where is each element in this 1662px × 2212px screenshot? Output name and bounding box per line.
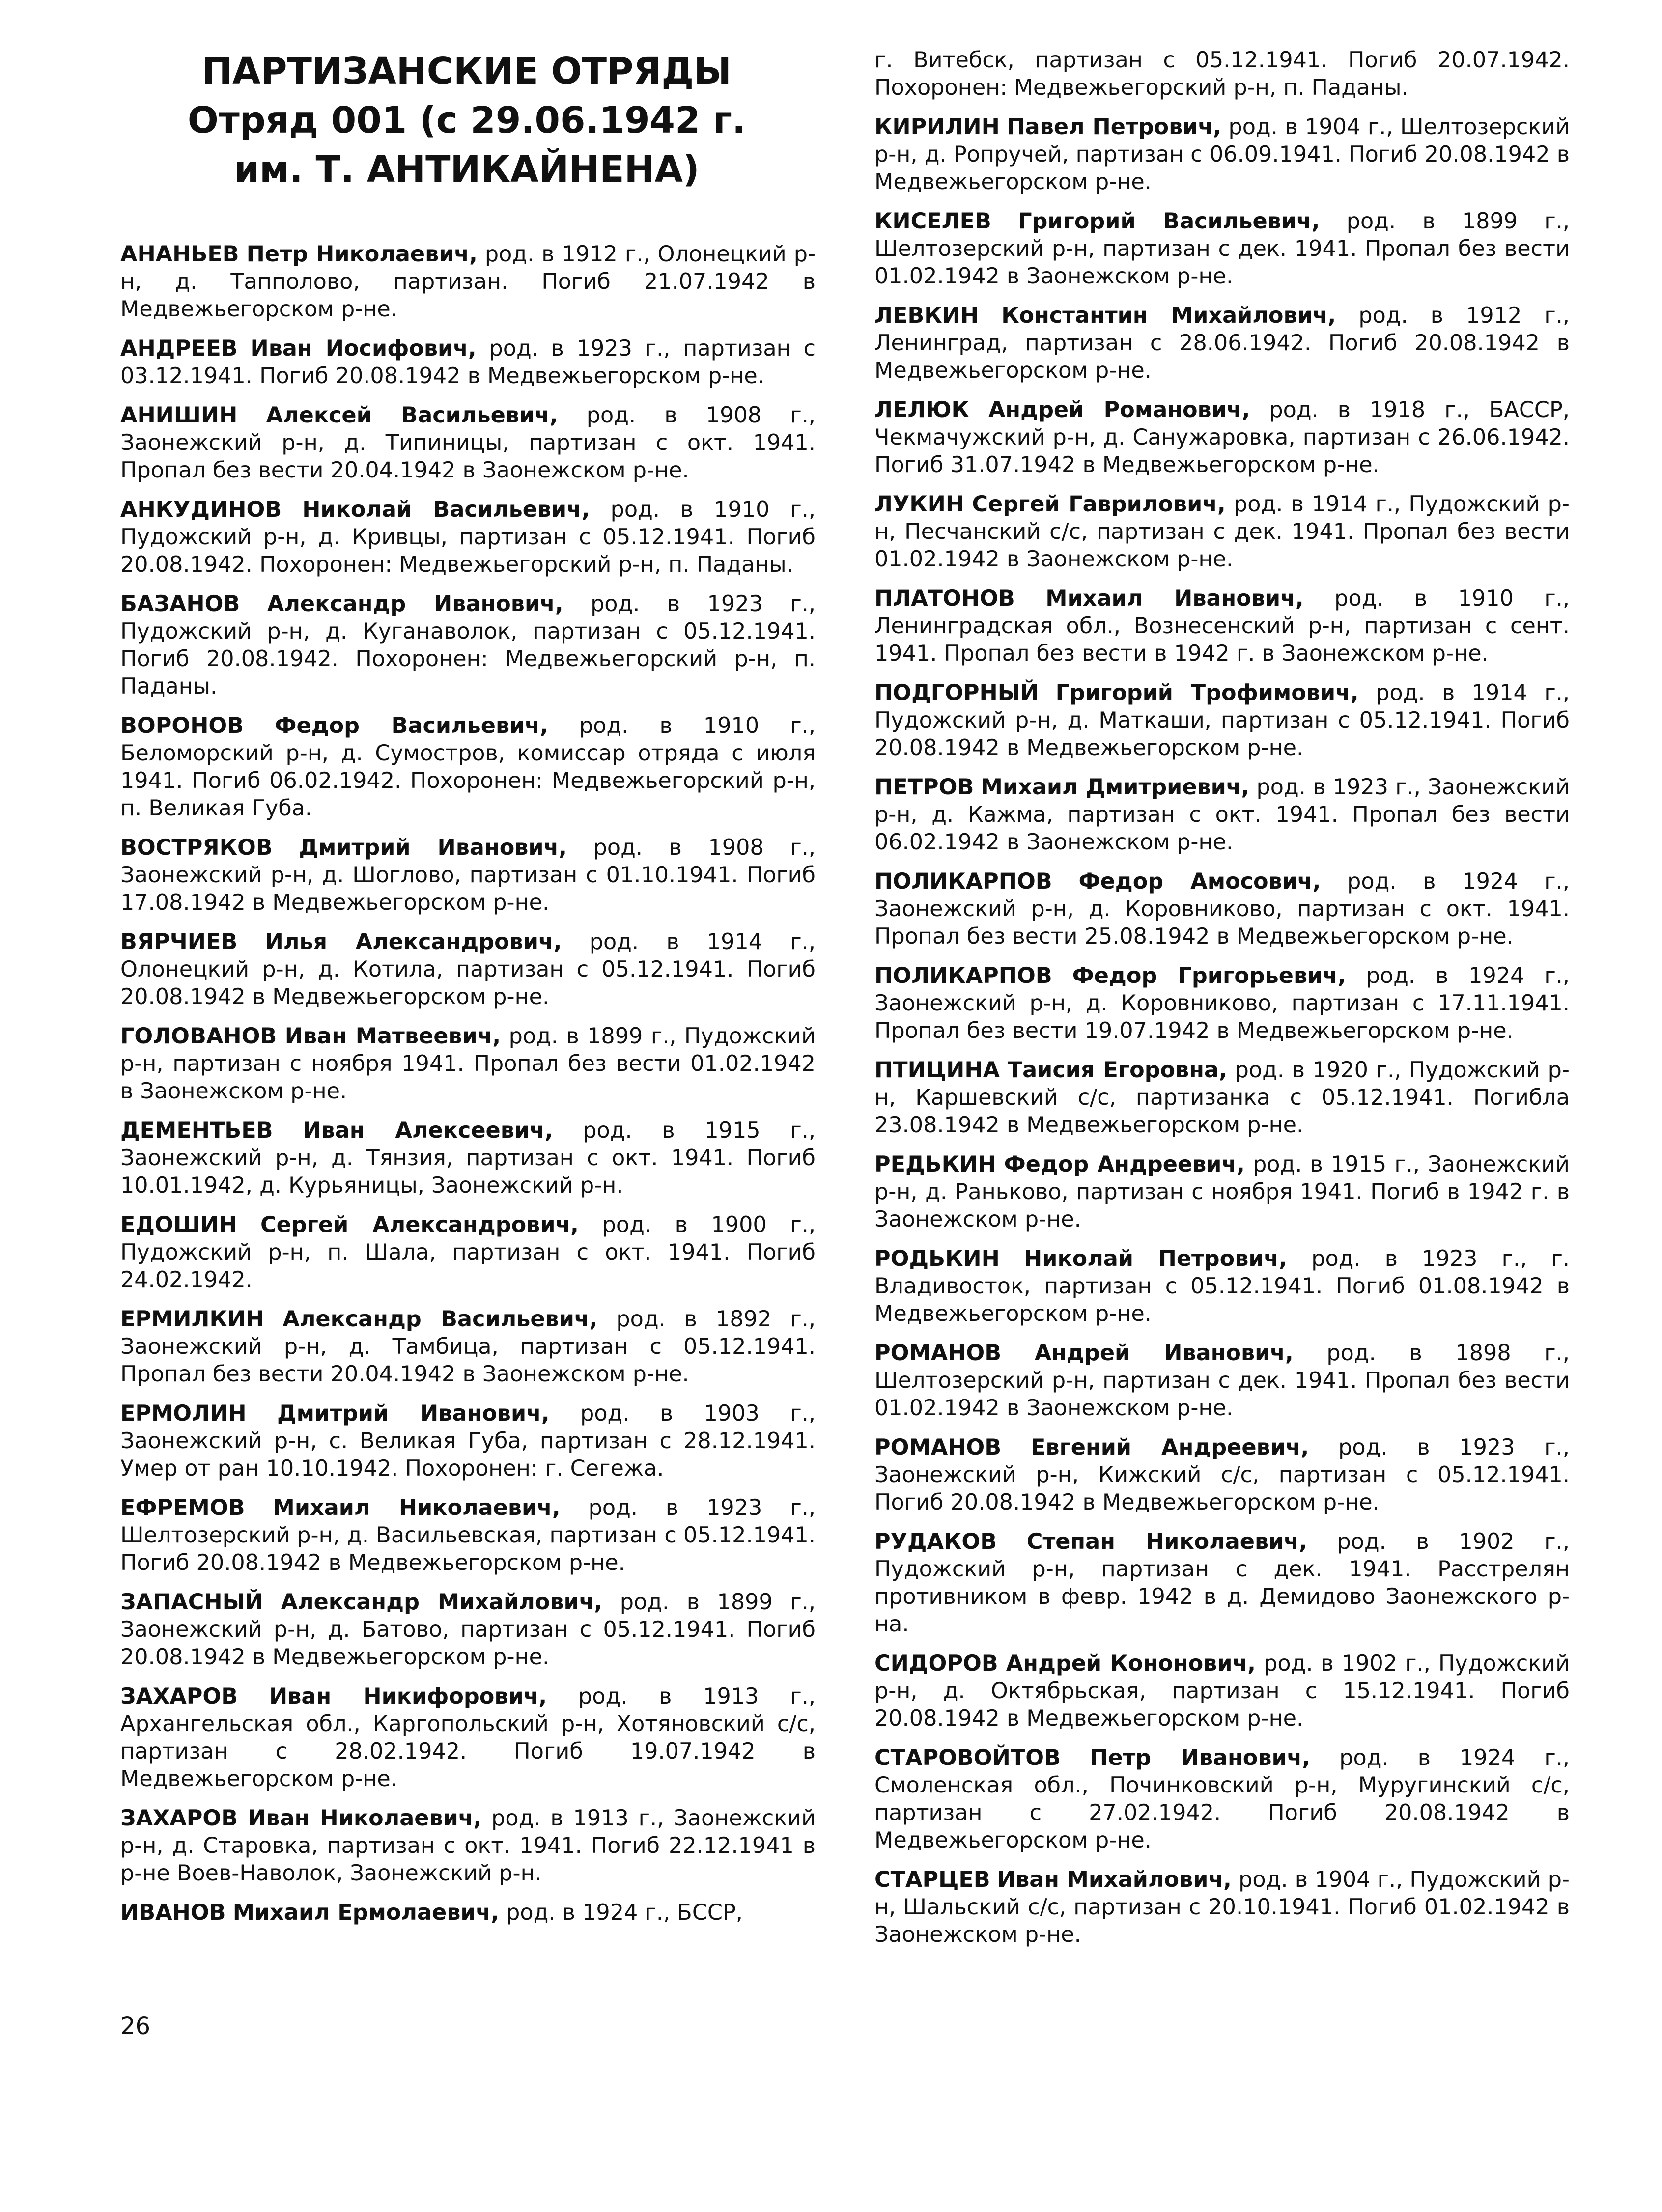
record-surname: АНИШИН <box>120 403 238 428</box>
record-entry <box>120 1899 816 1927</box>
record-surname: ПЕТРОВ <box>874 775 974 800</box>
record-surname: АНАНЬЕВ <box>120 242 239 267</box>
record-details: род. в 1914 г., Олонецкий р-н, д. Котила, партизан с 05.12.1941. Погиб 20.08.1942 в Медвежьегорском р-не. <box>120 929 816 1009</box>
record-given-name: Николай Петрович, <box>1024 1246 1288 1271</box>
record-details: род. в 1915 г., Заонежский р-н, д. Раньково, партизан с ноября 1941. Погиб в 1942 г. в Заонежском р-не. <box>874 1152 1570 1232</box>
record-entry <box>874 1866 1570 1949</box>
record-surname: ЕРМОЛИН <box>120 1401 247 1426</box>
record-given-name: Иван Алексеевич, <box>303 1118 553 1143</box>
record-details: род. в 1892 г., Заонежский р-н, д. Тамбица, партизан с 05.12.1941. Пропал без вести 20.04.1942 в Заонежском р-не. <box>120 1307 816 1387</box>
record-given-name: Федор Григорьевич, <box>1072 963 1346 988</box>
record-given-name: Федор Амосович, <box>1078 869 1321 894</box>
record-entry <box>874 868 1570 951</box>
record-surname: ПЛАТОНОВ <box>874 586 1015 611</box>
record-details: род. в 1899 г., Заонежский р-н, д. Батово, партизан с 05.12.1941. Погиб 20.08.1942 в Медвежьегорском р-не. <box>120 1590 816 1670</box>
record-given-name: Николай Васильевич, <box>302 497 590 522</box>
record-details: род. в 1900 г., Пудожский р-н, п. Шала, партизан с окт. 1941. Погиб 24.02.1942. <box>120 1212 816 1292</box>
record-details: род. в 1923 г., Заонежский р-н, д. Кажма, партизан с окт. 1941. Пропал без вести 06.02.1942 в Заонежском р-не. <box>874 775 1570 855</box>
record-given-name: Александр Васильевич, <box>282 1307 598 1332</box>
record-given-name: Андрей Романович, <box>988 397 1250 422</box>
record-surname: ЕРМИЛКИН <box>120 1307 264 1332</box>
record-entry <box>120 712 816 822</box>
record-entry <box>874 47 1570 102</box>
section-heading <box>120 47 813 194</box>
record-given-name: Федор Васильевич, <box>275 713 548 738</box>
record-surname: ВОСТРЯКОВ <box>120 835 273 860</box>
record-entry <box>120 335 816 390</box>
record-given-name: Петр Иванович, <box>1090 1745 1311 1770</box>
record-entry <box>874 1057 1570 1139</box>
record-given-name: Иван Михайлович, <box>997 1867 1232 1892</box>
record-details: род. в 1923 г., г. Владивосток, партизан с 05.12.1941. Погиб 01.08.1942 в Медвежьегорском р-не. <box>874 1246 1570 1326</box>
record-given-name: Михаил Иванович, <box>1045 586 1304 611</box>
record-surname: СТАРЦЕВ <box>874 1867 990 1892</box>
record-surname: РОМАНОВ <box>874 1435 1002 1460</box>
record-surname: ИВАНОВ <box>120 1900 226 1925</box>
heading-line-3: им. Т. АНТИКАЙНЕНА) <box>234 148 700 191</box>
record-entry <box>874 1650 1570 1733</box>
record-given-name: Андрей Кононович, <box>1006 1651 1256 1676</box>
record-details: род. в 1915 г., Заонежский р-н, д. Тянзия, партизан с окт. 1941. Погиб 10.01.1942, д. Курьяницы, Заонежский р-н. <box>120 1118 816 1198</box>
record-given-name: Григорий Васильевич, <box>1018 209 1320 234</box>
right-column <box>874 47 1570 1960</box>
record-details: род. в 1910 г., Ленинградская обл., Вознесенский р-н, партизан с сент. 1941. Пропал без вести в 1942 г. в Заонежском р-не. <box>874 586 1570 666</box>
record-entry <box>874 113 1570 196</box>
left-column <box>120 241 816 1938</box>
record-details: род. в 1910 г., Беломорский р-н, д. Сумостров, комиссар отряда с июля 1941. Погиб 06.02.1942. Похоронен: Медвежьегорский р-н, п. Великая Губа. <box>120 713 816 821</box>
record-given-name: Дмитрий Иванович, <box>277 1401 550 1426</box>
record-entry <box>120 928 816 1011</box>
record-surname: ПОЛИКАРПОВ <box>874 869 1052 894</box>
record-surname: ЕФРЕМОВ <box>120 1495 245 1520</box>
heading-line-1: ПАРТИЗАНСКИЕ ОТРЯДЫ <box>202 50 732 92</box>
record-given-name: Сергей Александрович, <box>260 1212 579 1237</box>
record-entry <box>874 302 1570 385</box>
record-given-name: Степан Николаевич, <box>1026 1529 1307 1554</box>
record-surname: ЗАПАСНЫЙ <box>120 1590 263 1615</box>
record-details: род. в 1913 г., Архангельская обл., Каргопольский р-н, Хотяновский с/с, партизан с 28.02.1942. Погиб 19.07.1942 в Медвежьегорском р-не. <box>120 1684 816 1792</box>
record-details: род. в 1903 г., Заонежский р-н, с. Великая Губа, партизан с 28.12.1941. Умер от ран 10.10.1942. Похоронен: г. Сегежа. <box>120 1401 816 1481</box>
record-entry <box>120 1306 816 1388</box>
record-entry <box>874 208 1570 290</box>
record-given-name: Михаил Николаевич, <box>273 1495 561 1520</box>
record-entry <box>874 1744 1570 1854</box>
record-given-name: Григорий Трофимович, <box>1055 680 1359 705</box>
record-surname: КИСЕЛЕВ <box>874 209 991 234</box>
record-entry <box>120 590 816 700</box>
record-details: род. в 1912 г., Олонецкий р-н, д. Тапполово, партизан. Погиб 21.07.1942 в Медвежьегорском р-не. <box>120 242 816 322</box>
record-details: род. в 1902 г., Пудожский р-н, д. Октябрьская, партизан с 15.12.1941. Погиб 20.08.1942 в Медвежьегорском р-не. <box>874 1651 1570 1731</box>
record-surname: ПОДГОРНЫЙ <box>874 680 1039 705</box>
record-given-name: Сергей Гаврилович, <box>972 492 1226 517</box>
record-given-name: Андрей Иванович, <box>1034 1341 1294 1366</box>
record-given-name: Иван Николаевич, <box>248 1806 482 1831</box>
record-entry <box>120 241 816 323</box>
record-details: род. в 1924 г., Заонежский р-н, д. Коровниково, партизан с 17.11.1941. Пропал без вести 19.07.1942 в Медвежьегорском р-не. <box>874 963 1570 1043</box>
record-details: род. в 1918 г., БАССР, Чекмачужский р-н, д. Санужаровка, партизан с 26.06.1942. Погиб 31.07.1942 в Медвежьегорском р-не. <box>874 397 1570 477</box>
record-surname: ЛЕВКИН <box>874 303 979 328</box>
record-entry <box>874 1340 1570 1422</box>
record-given-name: Иван Иосифович, <box>250 336 477 361</box>
record-details: род. в 1902 г., Пудожский р-н, партизан с дек. 1941. Расстрелян противником в февр. 1942 в д. Демидово Заонежского р-на. <box>874 1529 1570 1637</box>
record-entry <box>120 1494 816 1577</box>
record-entry <box>874 962 1570 1045</box>
record-surname: РУДАКОВ <box>874 1529 997 1554</box>
record-details: род. в 1913 г., Заонежский р-н, д. Старовка, партизан с окт. 1941. Погиб 22.12.1941 в р-не Воев-Наволок, Заонежский р-н. <box>120 1806 816 1886</box>
record-given-name: Петр Николаевич, <box>246 242 478 267</box>
record-entry <box>874 1528 1570 1638</box>
record-surname: ЗАХАРОВ <box>120 1806 238 1831</box>
record-entry <box>120 834 816 917</box>
record-given-name: Михаил Дмитриевич, <box>981 775 1250 800</box>
record-surname: РЕДЬКИН <box>874 1152 996 1177</box>
record-entry <box>120 402 816 484</box>
record-entry <box>874 396 1570 479</box>
record-surname: ЕДОШИН <box>120 1212 237 1237</box>
record-entry <box>120 1589 816 1671</box>
record-details: род. в 1924 г., БССР, <box>506 1900 743 1925</box>
record-entry <box>120 1117 816 1200</box>
record-entry <box>874 774 1570 856</box>
record-given-name: Михаил Ермолаевич, <box>232 1900 500 1925</box>
record-surname: БАЗАНОВ <box>120 591 240 616</box>
record-surname: РОДЬКИН <box>874 1246 1000 1271</box>
record-given-name: Александр Михайлович, <box>281 1590 603 1615</box>
record-surname: ЛУКИН <box>874 492 964 517</box>
record-details: род. в 1904 г., Пудожский р-н, Шальский с/с, партизан с 20.10.1941. Погиб 01.02.1942 в Заонежском р-не. <box>874 1867 1570 1947</box>
record-given-name: Илья Александрович, <box>265 929 562 954</box>
record-entry <box>120 496 816 579</box>
heading-line-2: Отряд 001 (с 29.06.1942 г. <box>187 99 746 141</box>
record-entry <box>874 1434 1570 1516</box>
record-details: род. в 1899 г., Шелтозерский р-н, партизан с дек. 1941. Пропал без вести 01.02.1942 в Заонежском р-не. <box>874 209 1570 289</box>
record-surname: ГОЛОВАНОВ <box>120 1024 277 1049</box>
record-given-name: Иван Матвеевич, <box>284 1024 501 1049</box>
record-surname: РОМАНОВ <box>874 1341 1002 1366</box>
record-details: род. в 1899 г., Пудожский р-н, партизан с ноября 1941. Пропал без вести 01.02.1942 в Заонежском р-не. <box>120 1024 816 1104</box>
record-surname: ЗАХАРОВ <box>120 1684 238 1709</box>
record-given-name: Евгений Андреевич, <box>1030 1435 1309 1460</box>
record-given-name: Федор Андреевич, <box>1004 1152 1245 1177</box>
record-details: род. в 1924 г., Смоленская обл., Починковский р-н, Муругинский с/с, партизан с 27.02.1942. Погиб 20.08.1942 в Медвежьегорском р-не. <box>874 1745 1570 1853</box>
record-details: род. в 1924 г., Заонежский р-н, д. Коровниково, партизан с окт. 1941. Пропал без вести 25.08.1942 в Медвежьегорском р-не. <box>874 869 1570 949</box>
record-details: род. в 1904 г., Шелтозерский р-н, д. Ропручей, партизан с 06.09.1941. Погиб 20.08.1942 в Медвежьегорском р-не. <box>874 114 1570 195</box>
record-entry <box>120 1023 816 1105</box>
record-entry <box>874 491 1570 573</box>
record-surname: АНДРЕЕВ <box>120 336 238 361</box>
record-details: род. в 1914 г., Пудожский р-н, Песчанский с/с, партизан с дек. 1941. Пропал без вести 01.02.1942 в Заонежском р-не. <box>874 492 1570 572</box>
record-details: род. в 1908 г., Заонежский р-н, д. Шоглово, партизан с 01.10.1941. Погиб 17.08.1942 в Медвежьегорском р-не. <box>120 835 816 915</box>
record-details: род. в 1908 г., Заонежский р-н, д. Типиницы, партизан с окт. 1941. Пропал без вести 20.04.1942 в Заонежском р-не. <box>120 403 816 483</box>
record-given-name: Алексей Васильевич, <box>266 403 558 428</box>
record-entry <box>120 1683 816 1793</box>
record-entry <box>874 679 1570 762</box>
record-details: род. в 1898 г., Шелтозерский р-н, партизан с дек. 1941. Пропал без вести 01.02.1942 в Заонежском р-не. <box>874 1341 1570 1421</box>
record-details: род. в 1910 г., Пудожский р-н, д. Кривцы, партизан с 05.12.1941. Погиб 20.08.1942. Похоронен: Медвежьегорский р-н, п. Паданы. <box>120 497 816 577</box>
record-surname: ВОРОНОВ <box>120 713 244 738</box>
record-surname: ВЯРЧИЕВ <box>120 929 238 954</box>
record-given-name: Иван Никифорович, <box>269 1684 547 1709</box>
record-details: род. в 1923 г., Шелтозерский р-н, д. Васильевская, партизан с 05.12.1941. Погиб 20.08.1942 в Медвежьегорском р-не. <box>120 1495 816 1575</box>
record-given-name: Павел Петрович, <box>1007 114 1221 140</box>
record-surname: ДЕМЕНТЬЕВ <box>120 1118 273 1143</box>
record-entry <box>874 585 1570 668</box>
record-surname: КИРИЛИН <box>874 114 1000 140</box>
record-given-name: Таисия Егоровна, <box>1007 1058 1227 1083</box>
record-entry <box>120 1211 816 1294</box>
record-given-name: Дмитрий Иванович, <box>299 835 567 860</box>
record-given-name: Александр Иванович, <box>267 591 563 616</box>
record-details: род. в 1923 г., партизан с 03.12.1941. Погиб 20.08.1942 в Медвежьегорском р-не. <box>120 336 816 389</box>
record-surname: ПОЛИКАРПОВ <box>874 963 1052 988</box>
record-surname: ПТИЦИНА <box>874 1058 1000 1083</box>
record-details: род. в 1923 г., Заонежский р-н, Кижский с/с, партизан с 05.12.1941. Погиб 20.08.1942 в Медвежьегорском р-не. <box>874 1435 1570 1515</box>
record-given-name: Константин Михайлович, <box>1001 303 1336 328</box>
record-entry <box>874 1245 1570 1328</box>
record-details: г. Витебск, партизан с 05.12.1941. Погиб 20.07.1942. Похоронен: Медвежьегорский р-н, п. Паданы. <box>874 48 1570 100</box>
record-details: род. в 1914 г., Пудожский р-н, д. Маткаши, партизан с 05.12.1941. Погиб 20.08.1942 в Медвежьегорском р-не. <box>874 680 1570 760</box>
record-surname: СИДОРОВ <box>874 1651 998 1676</box>
record-surname: ЛЕЛЮК <box>874 397 969 422</box>
record-details: род. в 1912 г., Ленинград, партизан с 28.06.1942. Погиб 20.08.1942 в Медвежьегорском р-не. <box>874 303 1570 383</box>
record-surname: СТАРОВОЙТОВ <box>874 1745 1061 1770</box>
record-entry <box>874 1151 1570 1233</box>
record-entry <box>120 1400 816 1483</box>
record-entry <box>120 1805 816 1887</box>
record-surname: АНКУДИНОВ <box>120 497 282 522</box>
record-details: род. в 1923 г., Пудожский р-н, д. Куганаволок, партизан с 05.12.1941. Погиб 20.08.1942. Похоронен: Медвежьегорский р-н, п. Паданы. <box>120 591 816 699</box>
record-details: род. в 1920 г., Пудожский р-н, Каршевский с/с, партизанка с 05.12.1941. Погибла 23.08.1942 в Медвежьегорском р-не. <box>874 1058 1570 1138</box>
page-number: 26 <box>120 2013 151 2040</box>
